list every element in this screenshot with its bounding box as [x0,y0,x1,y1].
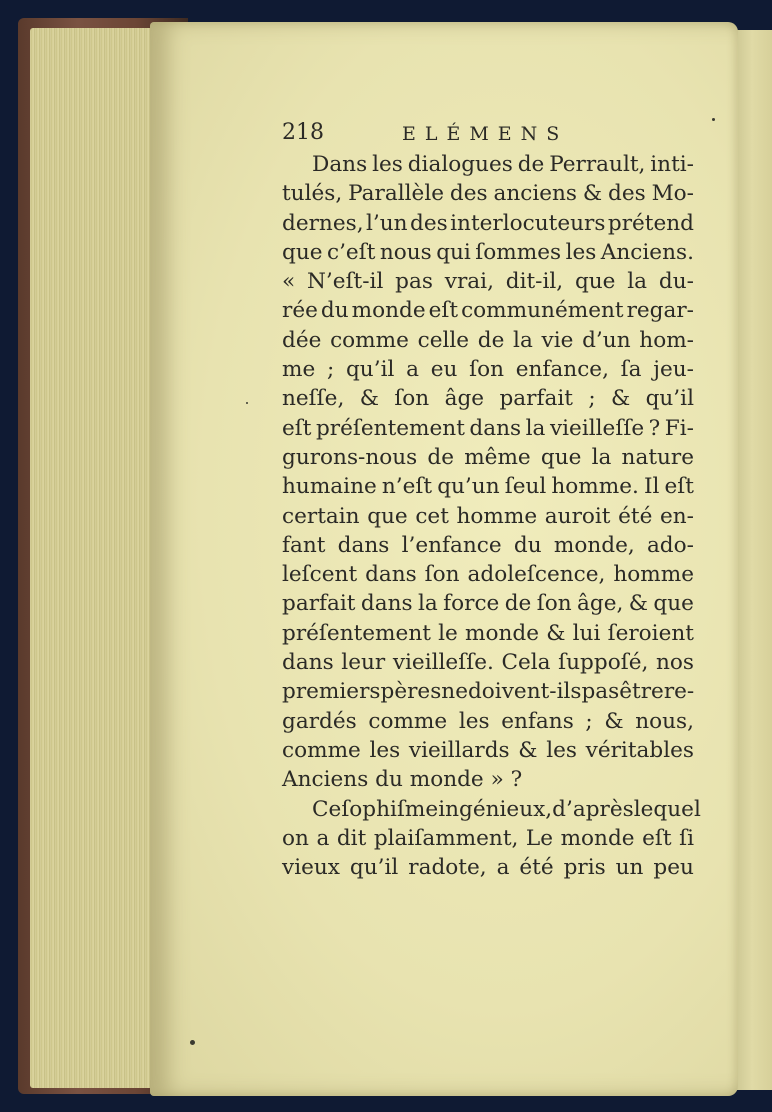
text-line: que c’eſt nous qui ſommes les Anciens. [282,239,694,265]
text-line: dernes, l’un des interlocuteurs prétend [282,210,694,236]
right-page-edge [732,30,772,1090]
text-line: rée du monde eſt communément regar- [282,298,694,324]
text-line: préſentement le monde & lui ſeroient [282,620,694,646]
page-header [282,118,694,148]
text-line: dée comme celle de la vie d’un hom- [282,327,694,353]
text-line: premiers pères ne doivent-ils pas être re- [282,679,695,705]
text-line: on a dit plaiſamment, Le monde eſt ſi [282,825,694,851]
text-line: gardés comme les enfans ; & nous, [282,708,694,734]
text-line: Dans les dialogues de Perrault, inti- [312,152,694,177]
text-line: certain que cet homme auroit été en- [282,503,694,529]
text-line: fant dans l’enfance du monde, ado- [282,532,694,558]
text-line: neſſe, & ſon âge parfait ; & qu’il [282,386,694,412]
paragraph-2 [282,795,701,883]
text-line: dans leur vieilleſſe. Cela ſuppoſé, nos [282,650,694,676]
text-line: « N’eſt-il pas vrai, dit-il, que la du- [282,269,694,295]
text-line: leſcent dans ſon adoleſcence, homme [282,562,694,588]
text-line: eſt préſentement dans la vieilleſſe ? Fi- [282,415,694,441]
text-line: tulés, Parallèle des anciens & des Mo- [282,181,694,207]
text-line: parfait dans la force de ſon âge, & que [282,591,694,617]
text-line: vieux qu’il radote, a été pris un peu [282,855,694,881]
paragraph-1 [282,150,694,795]
text-line: gurons-nous de même que la nature [282,444,694,470]
text-line: Ce ſophiſme ingénieux, d’après lequel [312,796,701,822]
text-line: me ; qu’il a eu ſon enfance, ſa jeu- [282,357,694,383]
page-edges [30,28,170,1088]
text-line: Anciens du monde » ? [282,767,523,793]
text-line: comme les vieillards & les véritables [282,737,694,763]
page-text [282,118,701,882]
page-number: 218 [282,120,324,145]
running-head: ELÉMENS [402,123,569,145]
text-line: humaine n’eſt qu’un ſeul homme. Il eſt [282,474,694,500]
